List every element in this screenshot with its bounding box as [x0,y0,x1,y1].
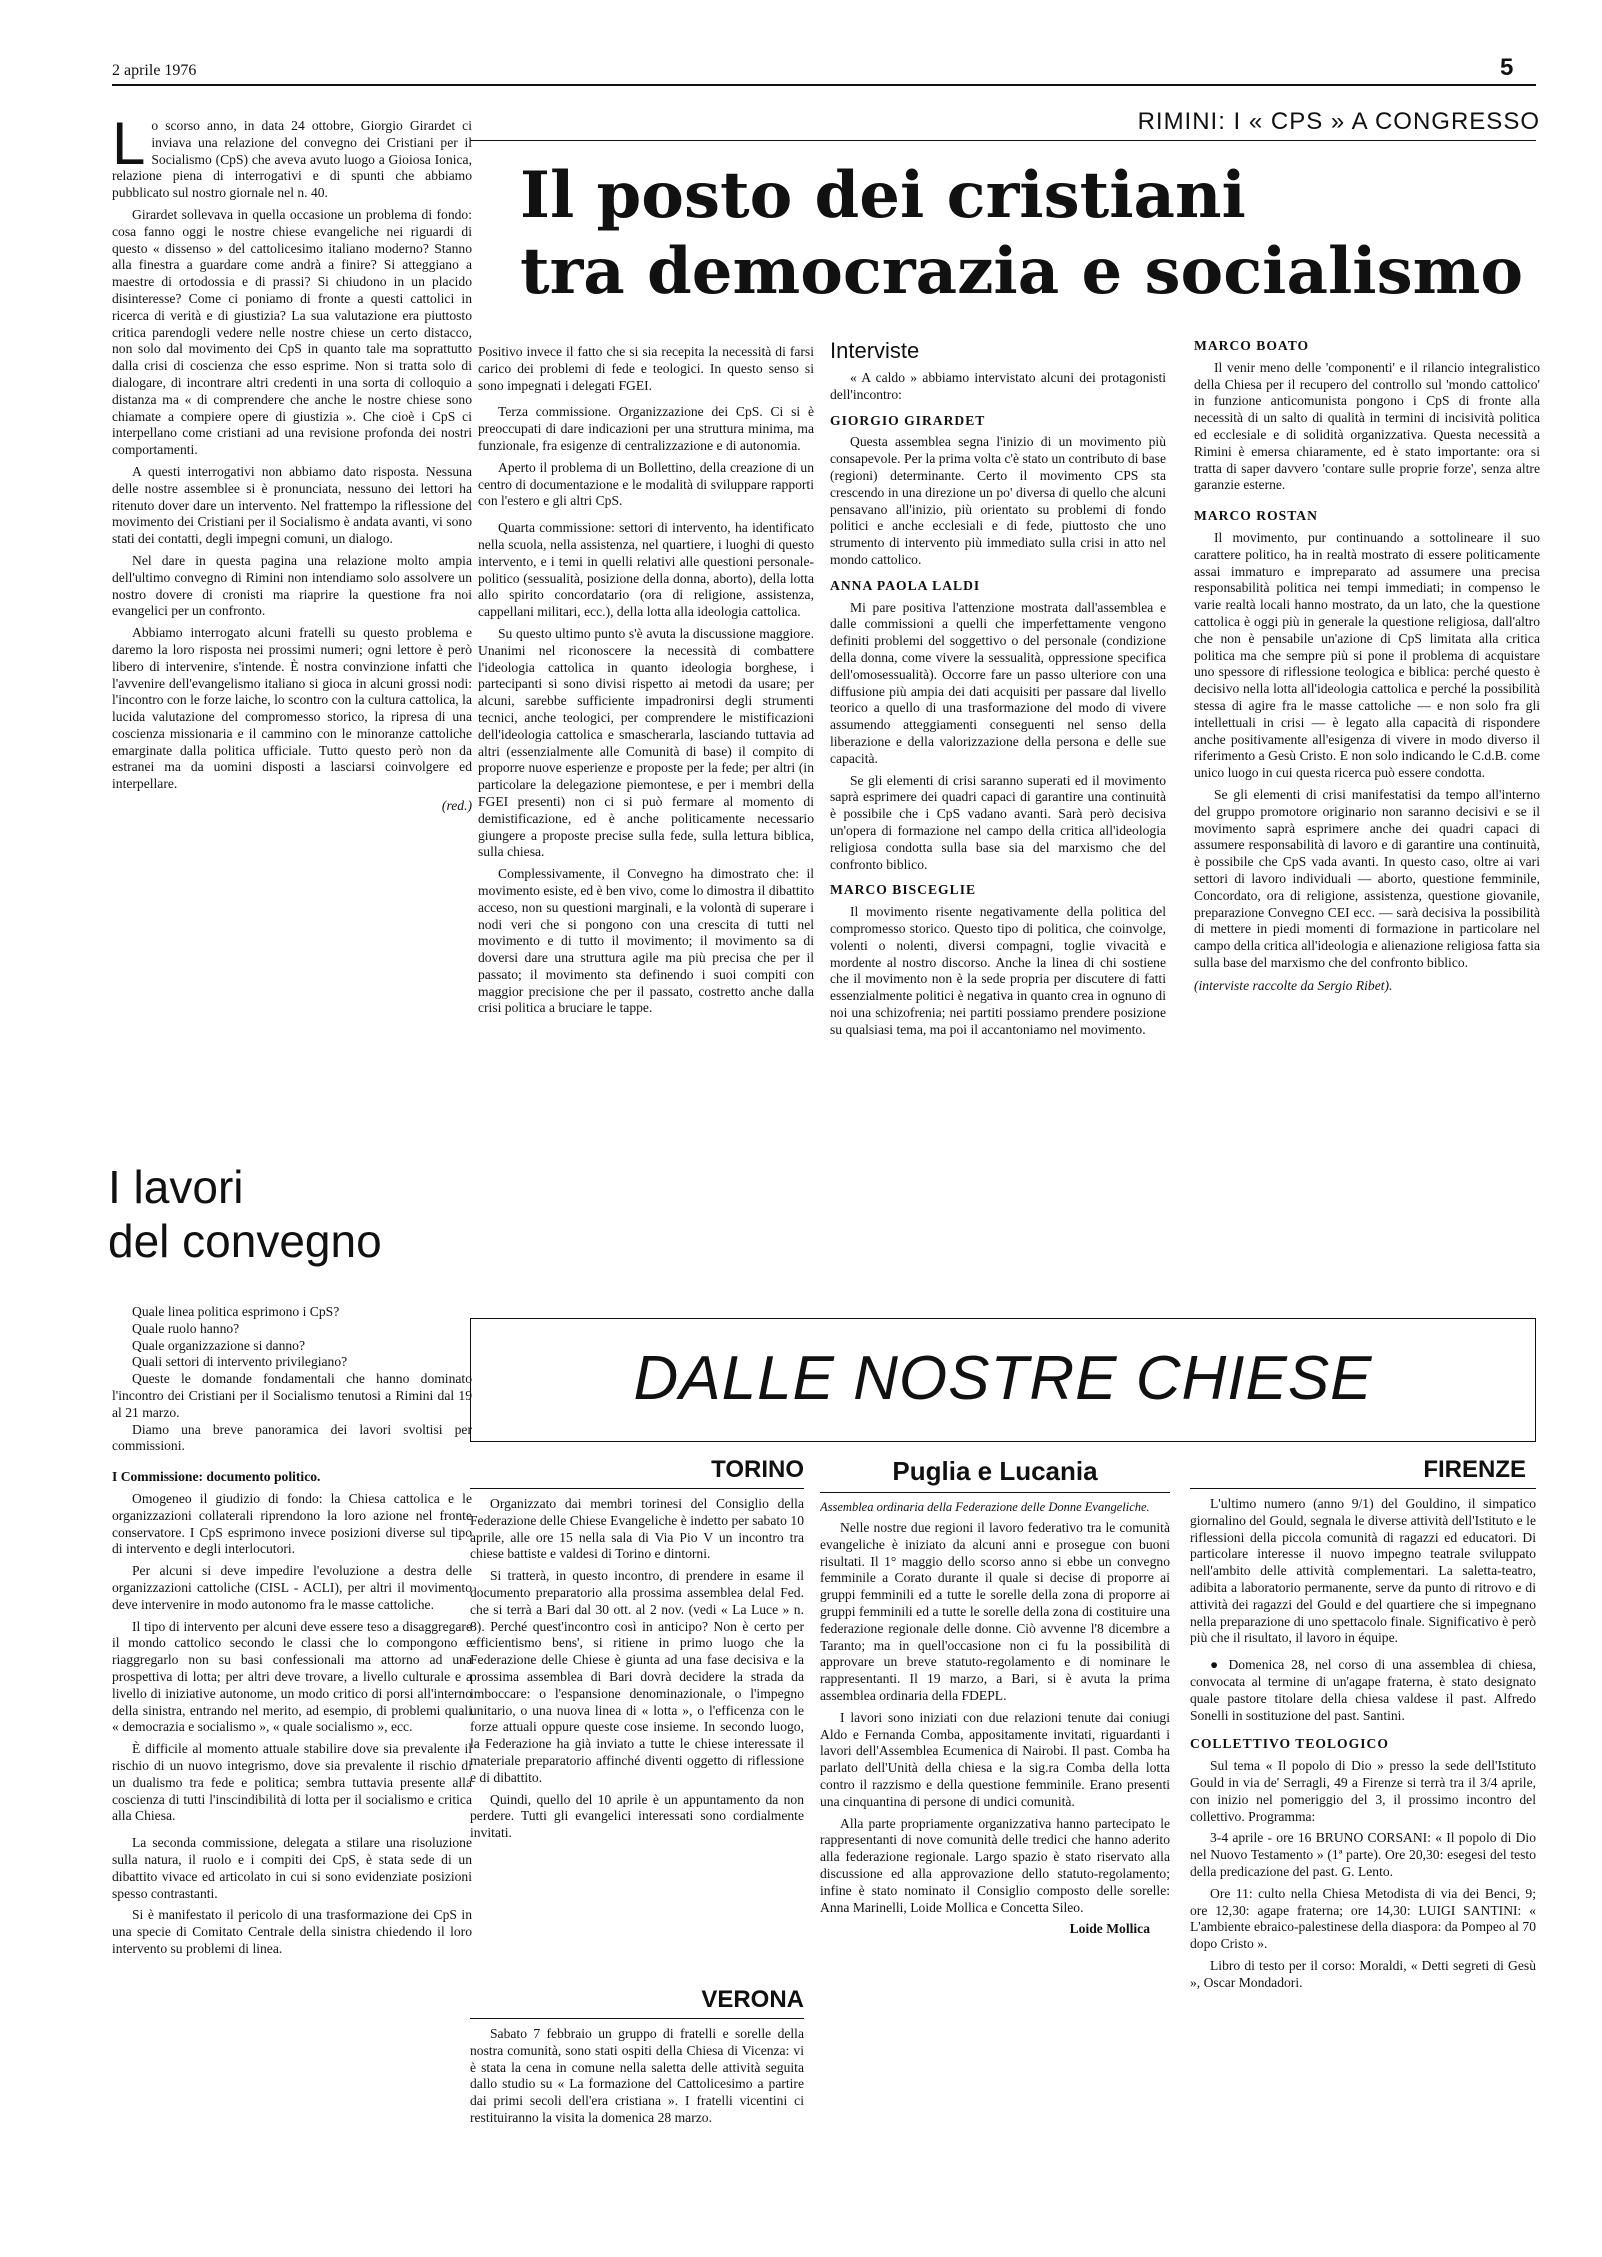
middle-column [478,344,814,1304]
banner-text: DALLE NOSTRE CHIESE [633,1344,1373,1413]
collettivo-heading: COLLETTIVO TEOLOGICO [1190,1736,1389,1752]
firenze-paragraph: L'ultimo numero (anno 9/1) del Gouldino, il simpatico giornalino del Gould, segnala le diverse attività dell'Istituto e le riflessioni della piccola comunità di ragazzi ed educatori. Di particolare interesse il nuovo impegno teatrale sviluppato nell'ambito delle attività complementari. La saletta-teatro, adibita a laboratorio permanente, serve da punto di ritrovo e di attività dei ragazzi del Gould e del quartiere che si impegnano nella preparazione di uno spettacolo finale. Significativo è però più che il risultato, il lavoro in équipe. [1190,1496,1536,1646]
kicker-rule [470,140,1536,141]
middle-paragraph: Complessivamente, il Convegno ha dimostrato che: il movimento esiste, ed è ben vivo, come lo dimostra il dibattito acceso, non su questioni marginali, e la volontà di superare i nodi veri che si pongono con una crescita di tutti nel movimento e di tutto il movimento; il movimento sa di doversi dare una struttura agile ma più precisa che per il passato; il movimento sta definendo i suoi compiti con maggior precisione che per il passato, costretto anche dalla crisi politica a bruciare le tappe. [478,866,814,1016]
interview-paragraph: Se gli elementi di crisi saranno superati ed il movimento saprà esprimere dei quadri capaci di garantire una continuità è possibile che i CpS vadano avanti. Sarà però decisiva un'opera di formazione nel campo della critica all'ideologia religiosa condotta sulla base sia del marxismo che del confronto biblico. [830,772,1166,872]
page-date: 2 aprile 1976 [112,62,197,79]
interview-paragraph: Mi pare positiva l'attenzione mostrata dall'assemblea e dalle commissioni a quelli che imperfettamente vengono definiti problemi del soggettivo o del personale (condizione della donna, come vivere la sessualità, oppressione specifica dell'omosessualità). Occorre fare un passo ulteriore con una diffusione più ampia dei dati acquisiti per passare dal livello teorico a quello di una trasformazione del modo di vivere assumendo atteggiamenti conseguenti nel senso della liberazione e della valorizzazione della persona e delle sue capacità. [830,599,1166,766]
headline-line-1: Il posto dei cristiani [520,158,1246,233]
torino-rule [470,1488,804,1489]
commission1-paragraph: Per alcuni si deve impedire l'evoluzione a destra delle organizzazioni cattoliche (CISL - ACLI), per altri il movimento deve intervenire in modo autonomo fra le masse cattoliche. [112,1563,472,1612]
middle-paragraph: Positivo invece il fatto che si sia recepita la necessità di farsi carico dei problemi di fede e teologici. In questo senso si sono impegnati i delegati FGEI. [478,344,814,393]
interviste-heading: Interviste [830,338,920,363]
section-kicker: RIMINI: I « CPS » A CONGRESSO [1137,108,1540,135]
torino-paragraph: Organizzato dai membri torinesi del Consiglio della Federazione delle Chiese Evangeliche è indetto per sabato 10 aprile, alle ore 15 nella sala di Via Pio V un incontro tra chiese battiste e valdesi di Torino e dintorni. [470,1496,804,1562]
interviewee-name: MARCO ROSTAN [1194,508,1318,524]
verona-rule [470,2018,804,2019]
intro-paragraph: A questi interrogativi non abbiamo dato risposta. Nessuna delle nostre assemblee si è pronunciata, nessuno dei lettori ha ritenuto dover dare un intervento. Nel frattempo la riflessione del movimento dei Cristiani per il Socialismo è andata avanti, vi sono stati dei contatti, degli impegni comuni, un dialogo. [112,463,472,547]
headline [520,158,1540,310]
interviste-credit: (interviste raccolte da Sergio Ribet). [1194,977,1393,993]
lavori-heading-line-1: I lavori [108,1161,244,1213]
collettivo-paragraph: 3-4 aprile - ore 16 BRUNO CORSANI: « Il popolo di Dio nel Nuovo Testamento » (1ª parte). Ore 20,30: esegesi del testo della predicazione del past. G. Lento. [1190,1830,1536,1879]
question-line: Quali settori di intervento privilegiano? [132,1354,348,1370]
interviste-column-2 [1194,338,1540,1304]
header-rule [112,84,1536,86]
collettivo-paragraph: Libro di testo per il corso: Moraldi, « Detti segreti di Gesù », Oscar Mondadori. [1190,1957,1536,1990]
collettivo-paragraph: Ore 11: culto nella Chiesa Metodista di via dei Benci, 9; ore 12,30: agape fraterna; ore 14,30: LUIGI SANTINI: « L'ambiente ebraico-palestinese della diaspora: da Pompeo al 70 dopo Cristo ». [1190,1885,1536,1952]
dalle-nostre-chiese-banner [470,1318,1536,1442]
puglia-paragraph: Nelle nostre due regioni il lavoro federativo tra le comunità evangeliche è iniziato da alcuni anni e prosegue con buoni risultati. Il 1° maggio dello scorso anno si ebbe un convegno femminile a Corato durante il quale si decise di proporre ai gruppi femminili ed a tutte le sorelle della zona di proporre ai gruppi femminili ed a tutte le sorelle della zona di costituire una federazione regionale delle donne. Ciò avvenne l'8 dicembre a Taranto; ma in quell'occasione non ci fu la possibilità di approvare un breve statuto-regolamento e di nominare le rappresentanti. Il 19 marzo, a Bari, si è avuta la prima assemblea ordinaria della FDEPL. [820,1520,1170,1703]
lavori-heading [108,1160,478,1268]
interview-paragraph: Se gli elementi di crisi manifestatisi da tempo all'interno del gruppo promotore originario non saranno decisivi e se il movimento saprà esprimere anche dei quadri capaci di assumere responsabilità di lavoro e di garantire una continuità, è possibile che CpS vada avanti. In questo caso, oltre ai vari settori di lavoro individuali — aborto, questione femminile, Concordato, ora di religione, assistenza, questione giovanile, preparazione Convegno CEI ecc. — sarà decisiva la possibilità di mettere in piedi momenti di formazione in particolare nel campo della critica all'ideologia e alienazione religiosa fatta sia sulla base del marxismo che del confronto biblico. [1194,786,1540,970]
middle-paragraph: Aperto il problema di un Bollettino, della creazione di un centro di documentazione e le modalità di sviluppare rapporti con l'estero e gli altri CpS. [478,459,814,509]
intro-paragraph: Abbiamo interrogato alcuni fratelli su questo problema e daremo la loro risposta nei prossimi numeri; ogni lettore è però libero di intervenire, s'intende. È nostra convinzione infatti che l'avvenire dell'evangelismo italiano si gioca in alcuni grossi nodi: l'incontro con le forze laiche, lo scontro con la cultura cattolica, la lucida valutazione del compromesso storico, la ripresa di una coscienza missionaria e il cammino con le minoranze cattoliche emarginate dalla politica ufficiale. Tutto questo però non da estranei ma da uomini disposti a lasciarsi coinvolgere ed interpellare. [112,625,472,792]
commission2-paragraph: Si è manifestato il pericolo di una trasformazione dei CpS in una specie di Comitato Centrale della sinistra chiedendo il loro intervento su problemi di linea. [112,1907,472,1956]
city-torino: TORINO [711,1456,804,1483]
puglia-paragraph: Alla parte propriamente organizzativa hanno partecipato le rappresentanti di nove comunità delle tredici che hanno aderito alla federazione regionale. Largo spazio è stato riservato alla discussione ed alla approvazione dello statuto-regolamento; infine è stato nominato il Consiglio composto delle sorelle: Anna Marinelli, Loide Mollica e Concetta Sileo. [820,1815,1170,1915]
verona-paragraph: Sabato 7 febbraio un gruppo di fratelli e sorelle della nostra comunità, sono stati ospiti della Chiesa di Vicenza: vi è stata la cena in comune nella saletta delle attività seguita dallo studio su « La formazione del Cattolicesimo a partire dai primi secoli dell'era cristiana ». I fratelli vicentini ci restituiranno la visita la domenica 28 marzo. [470,2026,804,2125]
commission1-paragraph: È difficile al momento attuale stabilire dove sia prevalente il rischio di un nuovo integrismo, dove sia prevalente il rischio di un dualismo tra fede e politica; sembra tuttavia presente alla coscienza di tutti l'inscindibilità di lotta per il socialismo e critica alla Chiesa. [112,1741,472,1824]
middle-paragraph: Quarta commissione: settori di intervento, ha identificato nella scuola, nella assistenza, nel quartiere, i luoghi di questo intervento, e i temi in quelli relativi alle questioni personale-politico (sessualità, posizione della donna, aborto), della lotta allo spirito concordatario (ora di religione, assistenza, cappellani militari, ecc.), della lotta alla ideologia cattolica. [478,520,814,620]
city-firenze: FIRENZE [1423,1456,1526,1483]
puglia-signature: Loide Mollica [1069,1921,1150,1937]
intro-paragraph: o scorso anno, in data 24 ottobre, Giorgio Girardet ci inviava una relazione del convegno dei Cristiani per il Socialismo (CpS) che aveva avuto luogo a Gioiosa Ionica, relazione piena di interrogativi e di spunti che abbiamo pubblicato sul nostro giornale nel n. 40. [112,118,472,201]
puglia-rule [820,1492,1170,1493]
dropcap: L [112,118,146,177]
intro-paragraph: Nel dare in questa pagina una relazione molto ampia dell'ultimo convegno di Rimini non intendiamo solo assolvere un nostro dovere di cronisti ma riaprire la questione fra noi evangelici per un confronto. [112,552,472,619]
collettivo-paragraph: Sul tema « Il popolo di Dio » presso la sede dell'Istituto Gould in via de' Serragli, 49 a Firenze si terrà tra il 3/4 aprile, con inizio nel pomeriggio del 3, il prossimo incontro del collettivo. Programma: [1190,1758,1536,1824]
middle-paragraph: Terza commissione. Organizzazione dei CpS. Ci si è preoccupati di dare indicazioni per una struttura minima, ma funzionale, fra esigenze di centralizzazione e di autonomia. [478,404,814,453]
commission1-paragraph: Omogeneo il giudizio di fondo: la Chiesa cattolica e le organizzazioni collaterali riprendono la loro azione nel fronte conservatore. I CpS esprimono invece posizioni diverse sul tipo di intervento e degli interlocutori. [112,1490,472,1557]
interviewee-name: ANNA PAOLA LALDI [830,577,981,593]
question-line: Quale linea politica esprimono i CpS? [132,1304,340,1319]
interview-paragraph: Il venir meno delle 'componenti' e il rilancio integralistico della Chiesa per il recupero del controllo sul 'mondo cattolico' in funzione anticomunista pongono i CpS di fronte alla necessità di un salto di qualità in termini di incisività politica ed ecclesiale e di solidità organizzativa. Questa necessità a Rimini è emersa chiaramente, ed è stato importante: ora si tratta di saper davvero 'contare sulle proprie forze', senza altre garanzie esterne. [1194,359,1540,493]
torino-paragraph: Si tratterà, in questo incontro, di prendere in esame il documento preparatorio alla prossima assemblea delal Fed. che si terrà a Bari dal 30 ott. al 2 nov. (vedi « La Luce » n. 8). Perché quest'incontro così in anticipo? Non è certo per efficientismo bens', si ritiene in primo luogo che la Federazione delle Chiese è giunta ad una fase decisiva e la prossima assemblea di Bari dovrà decidere la strada da imboccare: o l'espansione denominazionale, o l'impegno unitario, o una nuova linea di « lotta », o l'efficenza con le forze attuali oppure queste cose insieme. In secondo luogo, la Federazione ha già inviato a tutte le chiese interessate il materiale preparatorio affinché diventi oggetto di riflessione e di dibattito. [470,1568,804,1785]
interviewee-name: MARCO BOATO [1194,338,1310,353]
puglia-paragraph: I lavori sono iniziati con due relazioni tenute dai coniugi Aldo e Fernanda Comba, appositamente invitati, riguardanti i lavori dell'Assemblea Ecumenica di Nairobi. Il past. Comba ha parlato dell'Unità della chiesa e la sig.ra Comba della lotta contro il razzismo e della questione femminile. Erano presenti una cinquantina di persone di undici comunità. [820,1709,1170,1809]
commission1-heading: I Commissione: documento politico. [112,1469,321,1485]
verona-article [470,2026,804,2246]
puglia-subtitle: Assemblea ordinaria della Federazione delle Donne Evangeliche. [820,1500,1150,1514]
page-number: 5 [1500,54,1514,81]
lavori-questions [112,1304,472,1455]
interview-paragraph: Il movimento risente negativamente della politica del compromesso storico. Questo tipo di politica, che coinvolge, volenti o nolenti, diversi compagni, toglie vivacità e mordente al nostro discorso. Anche la linea di chi sostiene che il movimento non è la sede propria per discutere di fatti essenzialmente politici è negativa in quanto crea in ognuno di noi una schizofrenia; nei partiti possiamo prendere posizione su qualsiasi tema, ma poi il accantoniamo nel movimento. [830,904,1166,1037]
middle-paragraph: Su questo ultimo punto s'è avuta la discussione maggiore. Unanimi nel riconoscere la necessità di combattere l'ideologia cattolica in quanto ideologia borghese, i partecipanti si sono divisi rispetto ai metodi da usare; per alcuni, sarebbe sufficiente impadronirsi degli strumenti tecnici, anche teologici, per comprendere le mistificazioni dell'ideologia cattolica e smascherarla, lasciando tuttavia ad altri (essenzialmente alle Comunità di base) il compito di proporre nuove esperienze e proposte per la fede; per altri (in particolare la delegazione piemontese, e per i membri della FGEI presenti) non ci si può fermare al momento di demistificazione, ed è anche politicamente necessario giungere a proposte precise sulla fede, sulla lettura biblica, sulla chiesa. [478,625,814,860]
puglia-article [820,1500,1170,2250]
region-puglia-lucania: Puglia e Lucania [892,1456,1098,1486]
firenze-rule [1190,1488,1536,1489]
interviste-intro: « A caldo » abbiamo intervistato alcuni dei protagonisti dell'incontro: [830,370,1166,402]
city-verona: VERONA [701,1986,804,2013]
firenze-paragraph: ● Domenica 28, nel corso di una assemblea di chiesa, convocata al termine di un'agape fraterna, è stato designato quale pastore titolare della chiesa valdese il past. Alfredo Sonelli in sostituzione del past. Santini. [1190,1657,1536,1723]
intro-paragraph: Girardet sollevava in quella occasione un problema di fondo: cosa fanno oggi le nostre chiese evangeliche nei riguardi di questo « dissenso » del cattolicesimo italiano moderno? Stanno alla finestra a guardare come andrà a finire? Si atteggiano a maestre di ortodossia e di prassi? Si chiudono in un placido disinteresse? Come ci poniamo di fronte a questi cattolici in ricerca di verità e di giustizia? La sua valutazione era piuttosto critica parendogli vedere nelle nostre chiese un certo distacco, non solo dal movimento dei CpS in quanto tale ma soprattutto dalla crisi di coscienza che esso esprime. Non si tratta solo di dialogare, di incontrare altri credenti in una sorta di colloquio a distanza ma « di comprendere che anche le nostre chiese sono chiamate a compiere opere di giustizia ». Che cioè i CpS ci interpellano come cristiani ad una revisione profonda dei nostri comportamenti. [112,206,472,458]
firenze-article [1190,1496,1536,2248]
torino-paragraph: Quindi, quello del 10 aprile è un appuntamento da non perdere. Tutti gli evangelici interessati sono cordialmente invitati. [470,1791,804,1841]
question-line: Queste le domande fondamentali che hanno dominato l'incontro dei Cristiani per il Socialismo tenutosi a Rimini dal 19 al 21 marzo. [112,1371,472,1420]
question-line: Quale organizzazione si danno? [132,1337,305,1353]
commission2-paragraph: La seconda commissione, delegata a stilare una risoluzione sulla natura, il ruolo e i compiti dei CpS, è stata sede di un dibattito vivace ed articolato in cui si sono evidenziate posizioni spesso contrastanti. [112,1835,472,1901]
torino-article [470,1496,804,1966]
question-line: Diamo una breve panoramica dei lavori svoltisi per commissioni. [112,1421,472,1454]
headline-line-2: tra democrazia e socialismo [520,234,1523,309]
lavori-body [112,1304,472,2244]
commission1-paragraph: Il tipo di intervento per alcuni deve essere teso a disaggregare il mondo cattolico secondo le classi che lo compongono e riaggregarlo non su basi confessionali ma attorno ad una prospettiva di lotta; per altri deve trovare, a livello culturale e a livello di iniziative autonome, un modo critico di porsi all'interno della sinistra, entrando nel merito, ad esempio, di problemi quali « democrazia e socialismo », « quale socialismo », ecc. [112,1618,472,1735]
interview-paragraph: Il movimento, pur continuando a sottolineare il suo carattere politico, ha in realtà mostrato di essere politicamente assai immaturo e impreparato ad assumere una precisa responsabilità politica nei tempi immediati; in compenso le varie realtà locali hanno mostrato, da un lato, che la questione cattolica è oggi più in generale la questione religiosa, dall'altro che non è pensabile un'azione di CpS limitata alla critica politica ma che sempre più si pone il problema di acquistare uno spessore di riflessione teologica e biblica: perché questo è decisivo nella lotta all'ideologia cattolica e perché la possibilità stessa di agire fra le masse cattoliche — e non solo fra gli intellettuali in crisi — è legato alla capacità di rispondere anche positivamente all'esigenza di vivere in modo diverso il riferimento a Gesù Cristo. E non solo indicando le C.d.B. come unico luogo in cui questa ricerca può essere condotta. [1194,529,1540,781]
intro-editorial [112,118,472,1098]
interviewee-name: GIORGIO GIRARDET [830,412,986,428]
question-line: Quale ruolo hanno? [132,1320,240,1336]
lavori-heading-line-2: del convegno [108,1215,382,1267]
interview-paragraph: Questa assemblea segna l'inizio di un movimento più consapevole. Per la prima volta c'è stato un contributo di base (regioni) determinante. Certo il movimento CPS sta crescendo in una direzione un po' diversa di quello che alcuni pensavano all'inizio, più orientato su problemi di fondo politici e anche ecclesiali e di fede, piuttosto che uno strumento di intervento più immediato sulla crisi in atto nel mondo cattolico. [830,434,1166,567]
interviste-column-1 [830,338,1166,1304]
interviewee-name: MARCO BISCEGLIE [830,882,977,898]
intro-signature: (red.) [441,798,472,814]
